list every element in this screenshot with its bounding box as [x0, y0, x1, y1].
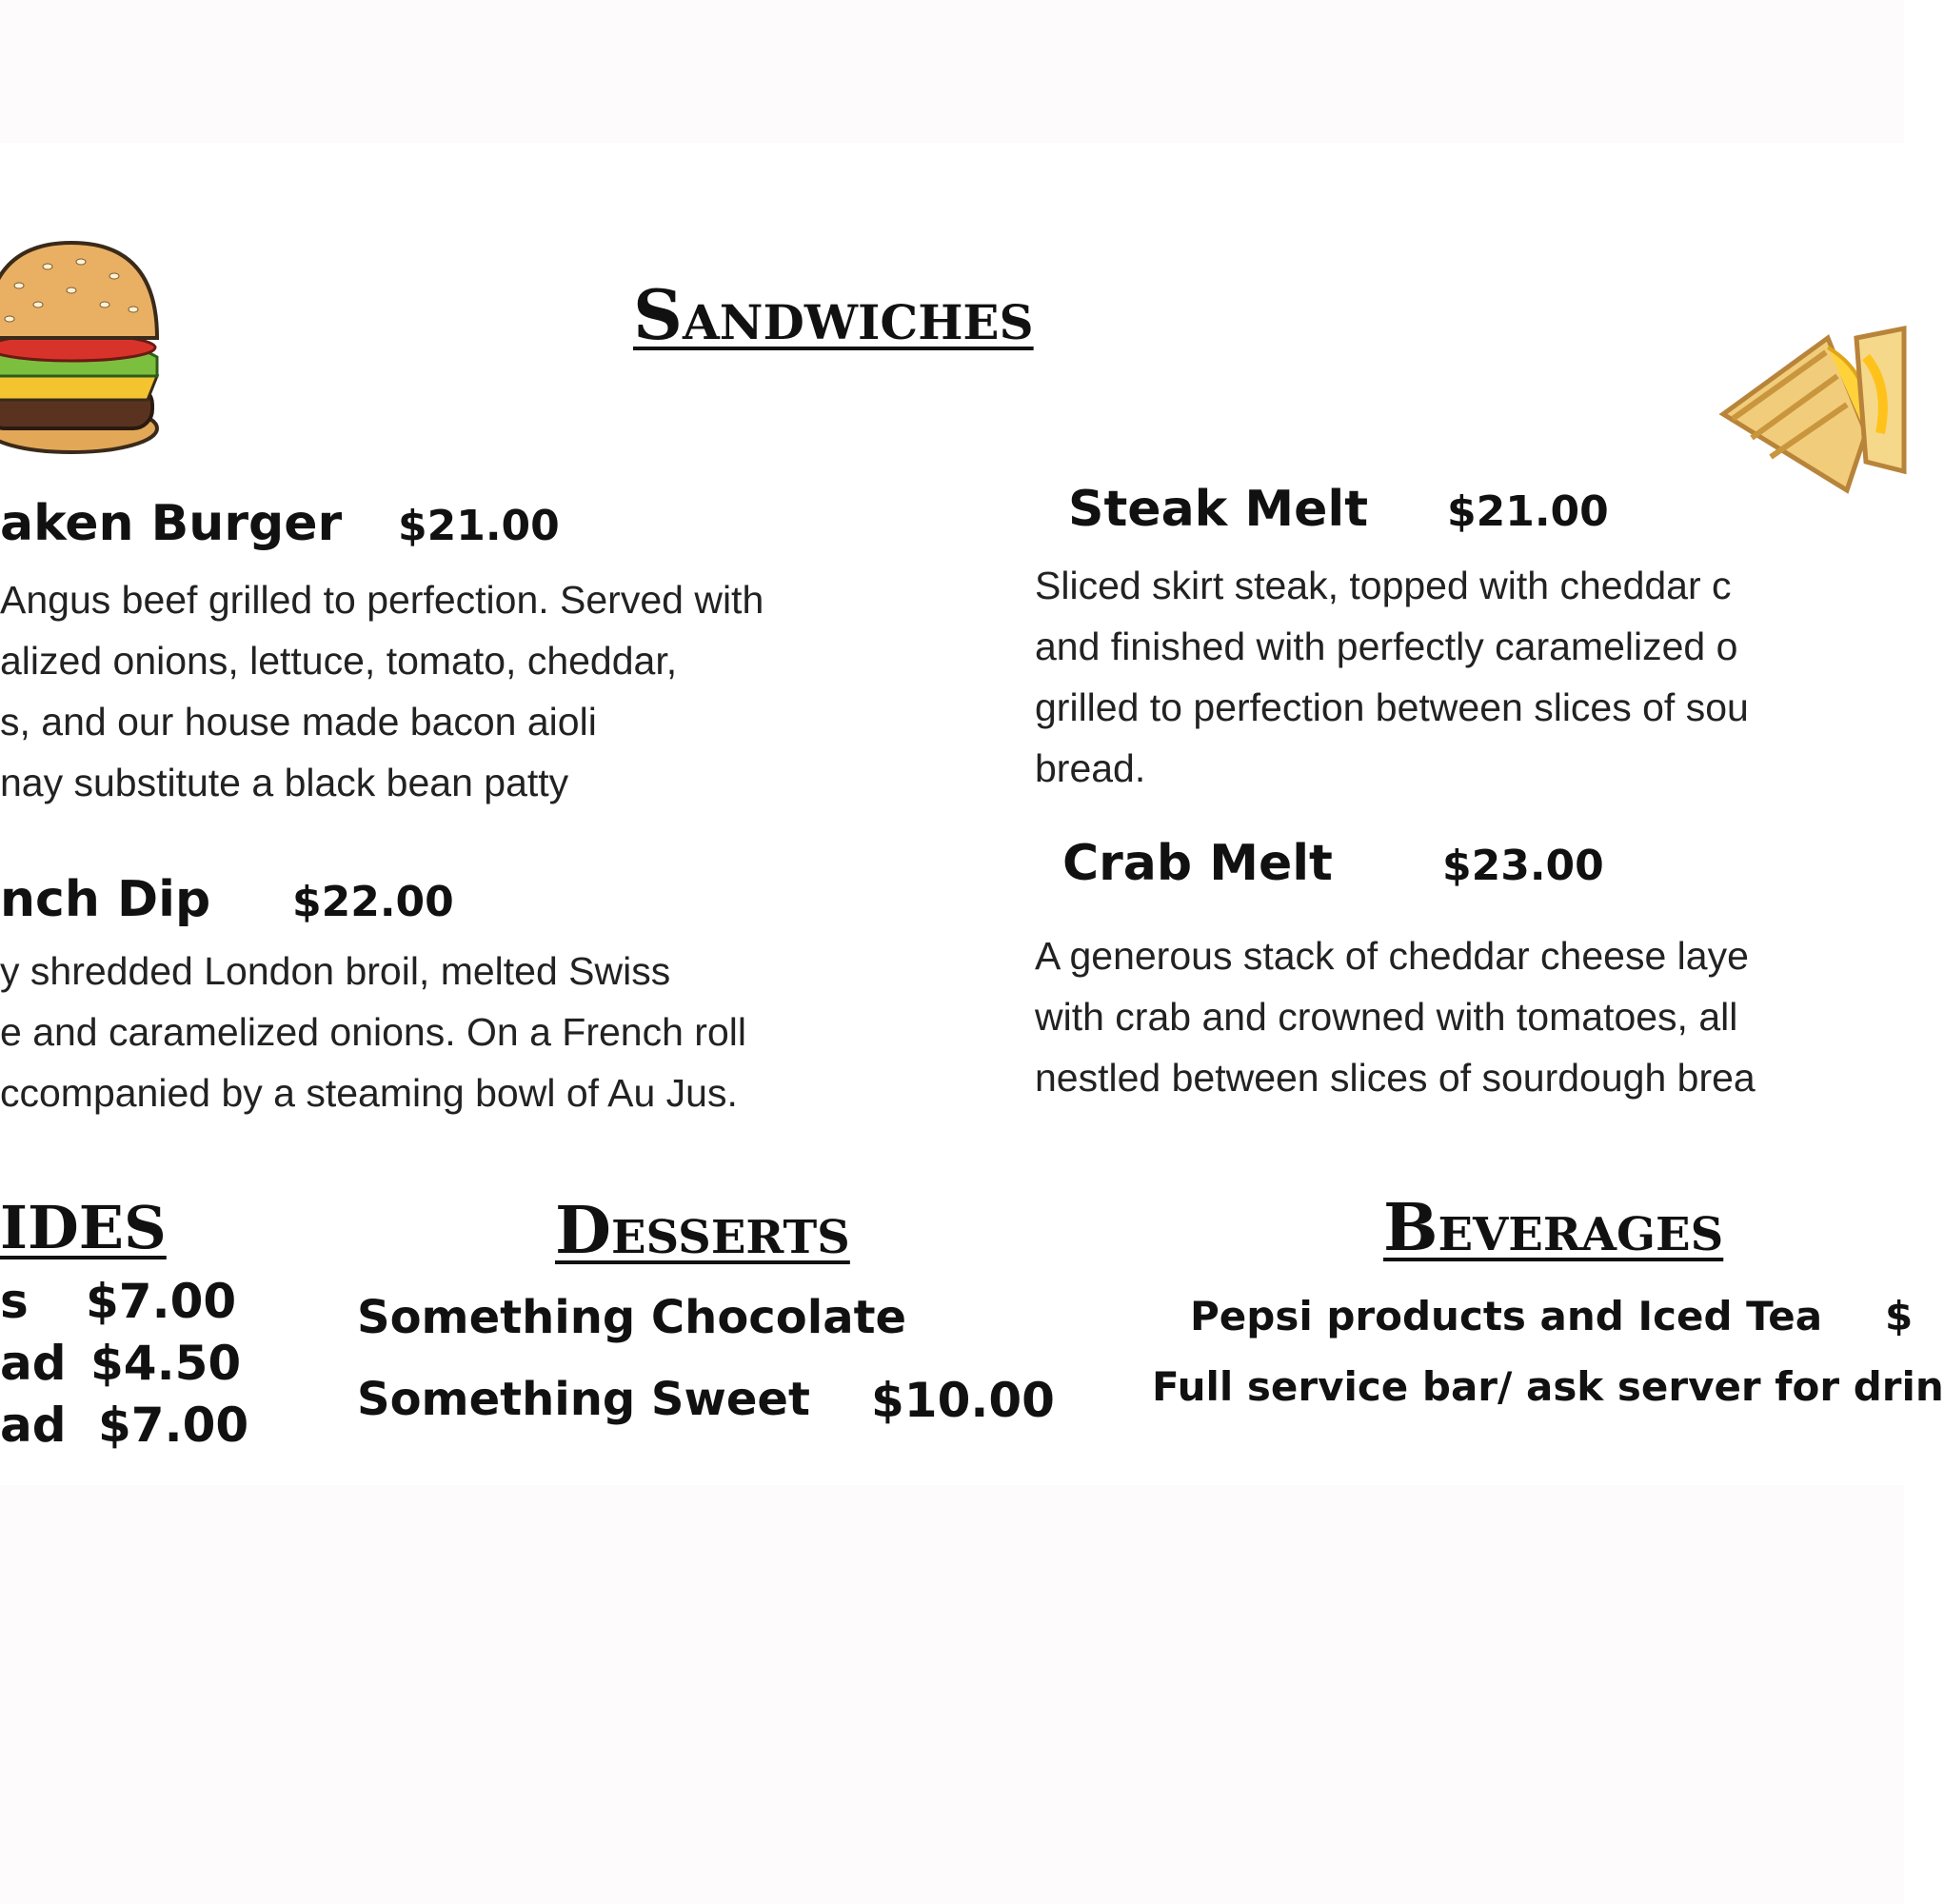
side-item-price: $7.00: [98, 1398, 249, 1453]
side-item-price: $4.50: [90, 1336, 242, 1391]
side-item-price: $7.00: [86, 1274, 237, 1329]
dessert-item-price: $10.00: [871, 1373, 1055, 1428]
sides-title: IDES: [0, 1193, 167, 1262]
menu-item-price: $22.00: [292, 878, 454, 926]
desserts-title: Desserts: [555, 1193, 850, 1269]
menu-item-price: $23.00: [1442, 842, 1604, 890]
beverages-title: Beverages: [1383, 1190, 1724, 1266]
side-item-name: ad: [0, 1398, 67, 1453]
menu-item-name: Crab Melt: [1062, 835, 1333, 892]
menu-item-name: Steak Melt: [1068, 481, 1369, 538]
menu-item-description: y shredded London broil, melted Swiss e and caramelized onions. On a French roll ccompanied by a steaming bowl of Au Jus.: [0, 949, 746, 1115]
sandwiches-title: Sandwiches: [633, 274, 1034, 355]
beverage-item-price: $: [1885, 1293, 1914, 1339]
grilled-cheese-illustration: [1714, 319, 1904, 509]
menu-item-name: nch Dip: [0, 871, 211, 928]
menu-item-description: A generous stack of cheddar cheese laye with crab and crowned with tomatoes, all nestled between slices of sourdough brea: [1035, 934, 1756, 1100]
menu-item-description: Angus beef grilled to perfection. Served with alized onions, lettuce, tomato, cheddar, s, and our house made bacon aioli nay substitute a black bean patty: [0, 578, 764, 804]
dessert-item-name: Something Sweet: [357, 1373, 810, 1426]
side-item-name: s: [0, 1274, 29, 1329]
beverage-item-name: Full service bar/ ask server for drin: [1152, 1363, 1944, 1410]
menu-item-description: Sliced skirt steak, topped with cheddar c and finished with perfectly caramelized o grilled to perfection between slices of sou bread.: [1035, 564, 1749, 790]
menu-item-price: $21.00: [1447, 487, 1609, 536]
dessert-item-name: Something Chocolate: [357, 1291, 907, 1344]
side-item-name: ad: [0, 1336, 67, 1391]
menu-item-name: aken Burger: [0, 495, 343, 552]
top-background-band: [0, 0, 1904, 143]
burger-illustration: [0, 233, 176, 462]
beverage-item-name: Pepsi products and Iced Tea: [1190, 1293, 1823, 1339]
bottom-background-band: [0, 1485, 1904, 1904]
menu-item-price: $21.00: [398, 502, 560, 550]
